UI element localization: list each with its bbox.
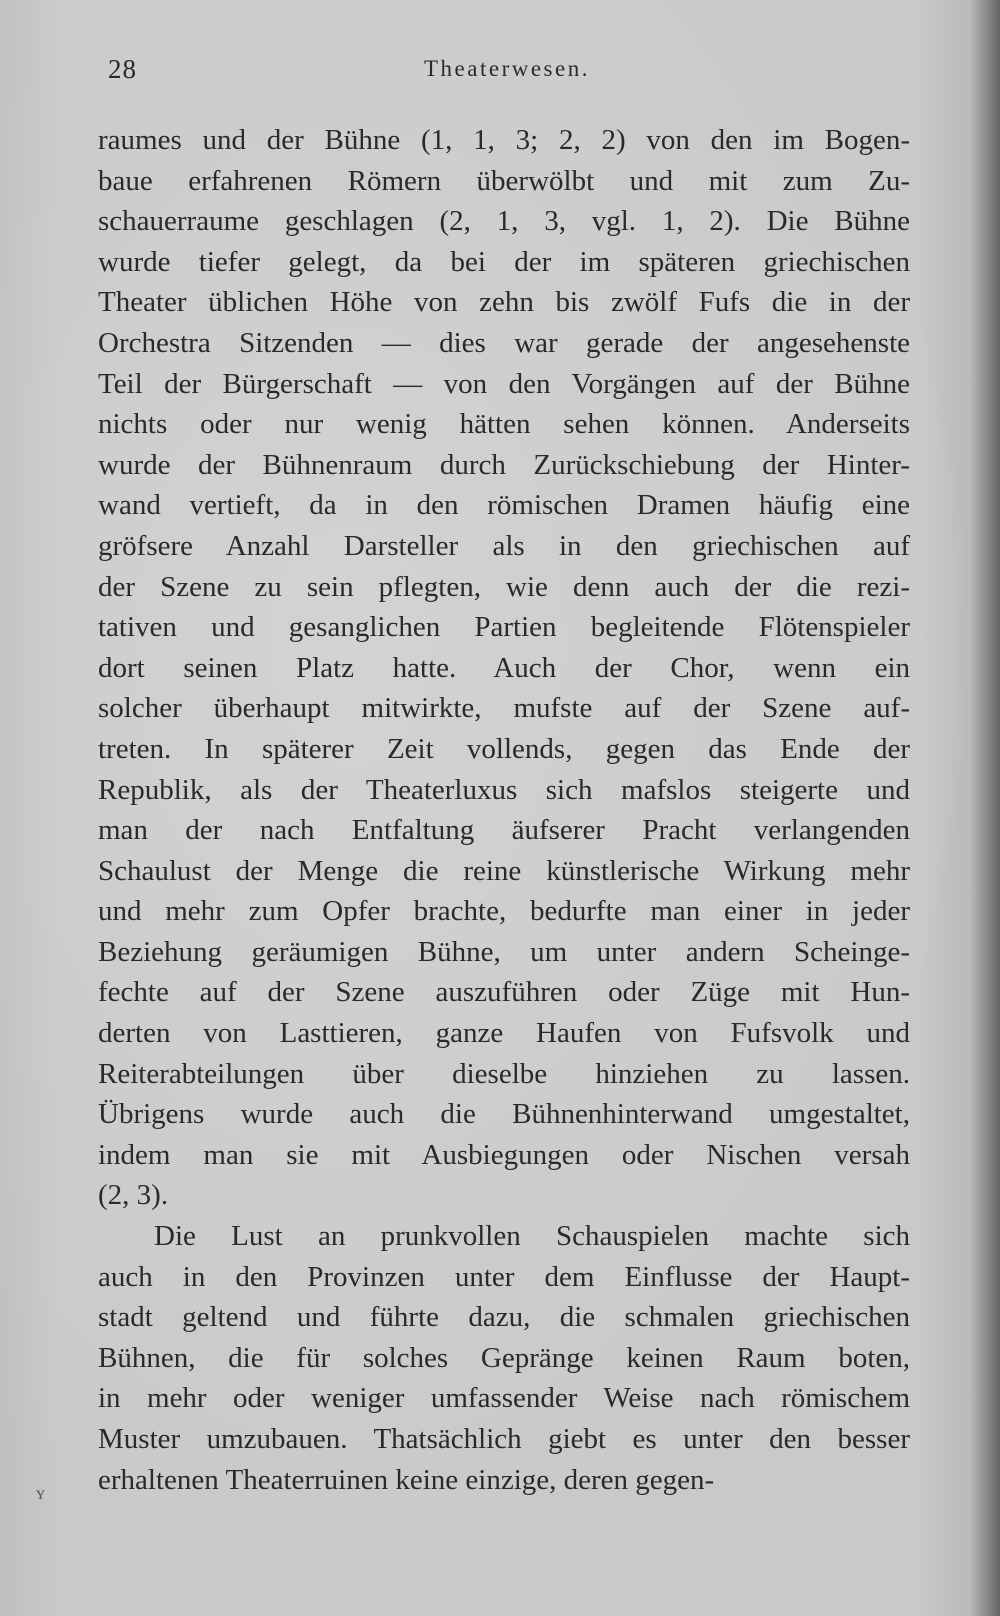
text-line: erhaltenen Theaterruinen keine einzige, deren gegen- xyxy=(98,1463,715,1496)
text-line: Bühnen, die für solches Gepränge keinen Raum boten, xyxy=(98,1341,910,1374)
text-line: treten. In späterer Zeit vollends, gegen das Ende der xyxy=(98,732,910,765)
text-line: Theater üblichen Höhe von zehn bis zwölf Fufs die in der xyxy=(98,286,910,319)
page-shadow-edge xyxy=(970,0,1000,1616)
text-line: Republik, als der Theaterluxus sich mafslos steigerte und xyxy=(98,773,910,806)
text-line: fechte auf der Szene auszuführen oder Züge mit Hun- xyxy=(98,976,910,1009)
text-line: solcher überhaupt mitwirkte, mufste auf der Szene auf- xyxy=(98,692,910,725)
text-line: Muster umzubauen. Thatsächlich giebt es unter den besser xyxy=(98,1423,910,1455)
text-line: auch in den Provinzen unter dem Einflusse der Haupt- xyxy=(98,1260,910,1293)
text-line: gröfsere Anzahl Darsteller als in den griechischen auf xyxy=(98,529,910,562)
text-line: (2, 3). xyxy=(98,1179,169,1212)
text-line: Schaulust der Menge die reine künstlerische Wirkung mehr xyxy=(98,854,910,887)
text-line: wurde der Bühnenraum durch Zurückschiebung der Hinter- xyxy=(98,448,910,481)
text-line: stadt geltend und führte dazu, die schmalen griechischen xyxy=(98,1301,910,1334)
text-line: und mehr zum Opfer brachte, bedurfte man einer in jeder xyxy=(98,895,910,928)
text-line: indem man sie mit Ausbiegungen oder Nischen versah xyxy=(98,1138,910,1171)
paragraph xyxy=(98,120,910,1216)
text-line: in mehr oder weniger umfassender Weise nach römischem xyxy=(98,1382,910,1415)
text-line: wurde tiefer gelegt, da bei der im späteren griechischen xyxy=(98,245,910,278)
text-line: man der nach Entfaltung äufserer Pracht verlangenden xyxy=(98,814,910,847)
text-line: Reiterabteilungen über dieselbe hinziehen zu lassen. xyxy=(98,1057,910,1090)
text-line: raumes und der Bühne (1, 1, 3; 2, 2) von den im Bogen- xyxy=(98,124,910,156)
margin-mark: ʏ xyxy=(36,1483,45,1503)
text-line: schauerraume geschlagen (2, 1, 3, vgl. 1, 2). Die Bühne xyxy=(98,205,910,238)
running-title: Theaterwesen. xyxy=(424,56,590,81)
text-line: derten von Lasttieren, ganze Haufen von Fufsvolk und xyxy=(98,1017,910,1050)
page-header xyxy=(108,54,908,94)
text-line: Übrigens wurde auch die Bühnenhinterwand umgestaltet, xyxy=(98,1098,910,1131)
text-line: Orchestra Sitzenden — dies war gerade der angesehenste xyxy=(98,326,910,359)
text-line: dort seinen Platz hatte. Auch der Chor, wenn ein xyxy=(98,651,910,684)
text-line: Beziehung geräumigen Bühne, um unter andern Scheinge- xyxy=(98,935,910,968)
page-number: 28 xyxy=(108,54,137,84)
text-line: Die Lust an prunkvollen Schauspielen machte sich xyxy=(154,1220,910,1253)
text-line: Teil der Bürgerschaft — von den Vorgängen auf der Bühne xyxy=(98,367,910,400)
text-line: tativen und gesanglichen Partien begleitende Flötenspieler xyxy=(98,611,910,644)
text-line: nichts oder nur wenig hätten sehen können. Anderseits xyxy=(98,408,910,441)
paragraph xyxy=(98,1216,910,1500)
text-line: baue erfahrenen Römern überwölbt und mit zum Zu- xyxy=(98,164,910,197)
text-line: der Szene zu sein pflegten, wie denn auch der die rezi- xyxy=(98,570,910,603)
text-line: wand vertieft, da in den römischen Dramen häufig eine xyxy=(98,489,910,522)
body-text xyxy=(98,120,910,1500)
